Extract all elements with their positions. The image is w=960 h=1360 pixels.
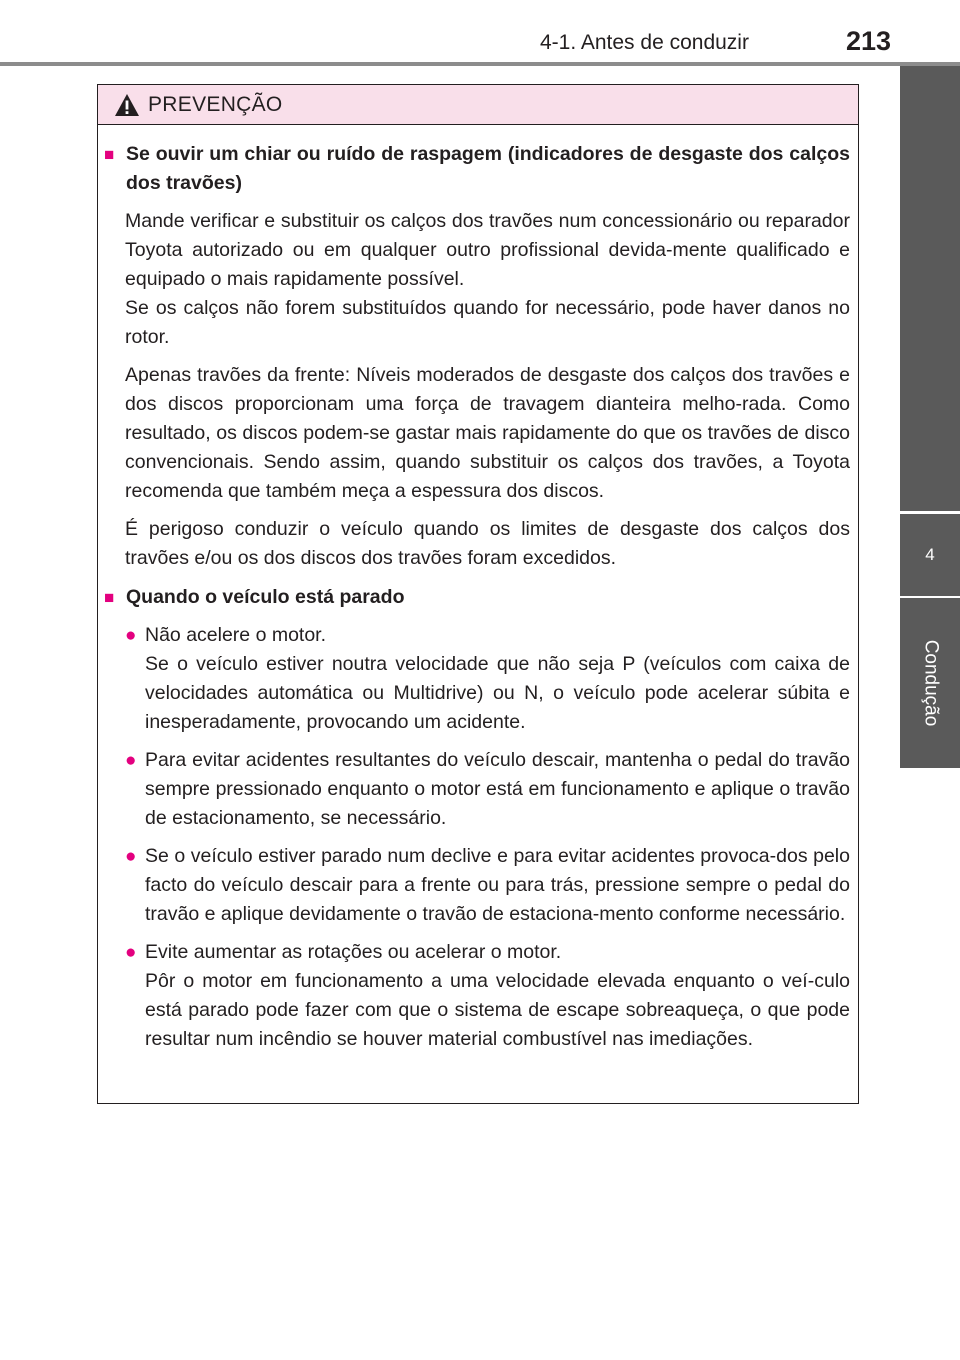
header-rule bbox=[0, 62, 960, 66]
circle-bullet-icon: ● bbox=[125, 625, 137, 646]
chapter-tab[interactable] bbox=[900, 514, 960, 596]
section-title: 4-1. Antes de conduzir bbox=[540, 31, 749, 54]
section-heading: ■ Se ouvir um chiar ou ruído de raspagem (indicadores de desgaste dos calços dos travões) bbox=[104, 140, 850, 198]
list-item: ● Se o veículo estiver parado num declive e para evitar acidentes provoca-dos pelo facto do veículo descair para a frente ou para trás, pressione sempre o pedal do travão e aplique devidamente o travão de estaciona-mento conforme necessário. bbox=[125, 842, 850, 929]
paragraph: Mande verificar e substituir os calços dos travões num concessionário ou reparador Toyota autorizado ou em qualquer outro profissional devida-mente qualificado e equipado o mais rapidamente possível. bbox=[125, 210, 850, 290]
chapter-label-tab bbox=[900, 598, 960, 768]
list-item: ● Para evitar acidentes resultantes do veículo descair, mantenha o pedal do travão sempre pressionado enquanto o motor está em funcionamento e aplique o travão de estacionamento, se necessário. bbox=[125, 746, 850, 833]
square-bullet-icon: ■ bbox=[104, 145, 115, 164]
paragraph: Apenas travões da frente: Níveis moderados de desgaste dos calços dos travões e dos discos proporcionam uma força de travagem dianteira melho-rada. Como resultado, os discos podem-se gastar mais rapidamente do que os travões de disco convencionais. Sendo assim, quando substituir os calços dos travões, a Toyota recomenda que também meça a espessura dos discos. bbox=[125, 364, 850, 502]
circle-bullet-icon: ● bbox=[125, 942, 137, 963]
warning-box bbox=[97, 84, 859, 1104]
warning-triangle-icon bbox=[114, 93, 140, 117]
circle-bullet-icon: ● bbox=[125, 846, 137, 867]
warning-title: PREVENÇÃO bbox=[148, 92, 283, 116]
chapter-label: Condução bbox=[920, 639, 941, 727]
paragraph: É perigoso conduzir o veículo quando os limites de desgaste dos calços dos travões e/ou os dos discos dos travões foram excedidos. bbox=[125, 518, 850, 569]
list-item: ● Não acelere o motor. Se o veículo estiver noutra velocidade que não seja P (veículos com caixa de velocidades automática ou Multidrive) ou N, o veículo pode acelerar súbita e inesperadamente, provocando um acidente. bbox=[125, 621, 850, 737]
chapter-number: 4 bbox=[925, 545, 935, 564]
circle-bullet-icon: ● bbox=[125, 750, 137, 771]
section-heading: ■ Quando o veículo está parado bbox=[104, 583, 850, 612]
warning-content bbox=[98, 125, 858, 1054]
side-tab-upper bbox=[900, 66, 960, 511]
page-number: 213 bbox=[846, 26, 892, 56]
warning-header bbox=[98, 85, 858, 125]
square-bullet-icon: ■ bbox=[104, 588, 115, 607]
paragraph: Se os calços não forem substituídos quando for necessário, pode haver danos no rotor. bbox=[125, 297, 850, 348]
list-item: ● Evite aumentar as rotações ou acelerar o motor. Pôr o motor em funcionamento a uma velocidade elevada enquanto o veí-culo está parado pode fazer com que o sistema de escape sobreaqueça, o que pode resultar num incêndio se houver material combustível nas imediações. bbox=[125, 938, 850, 1054]
